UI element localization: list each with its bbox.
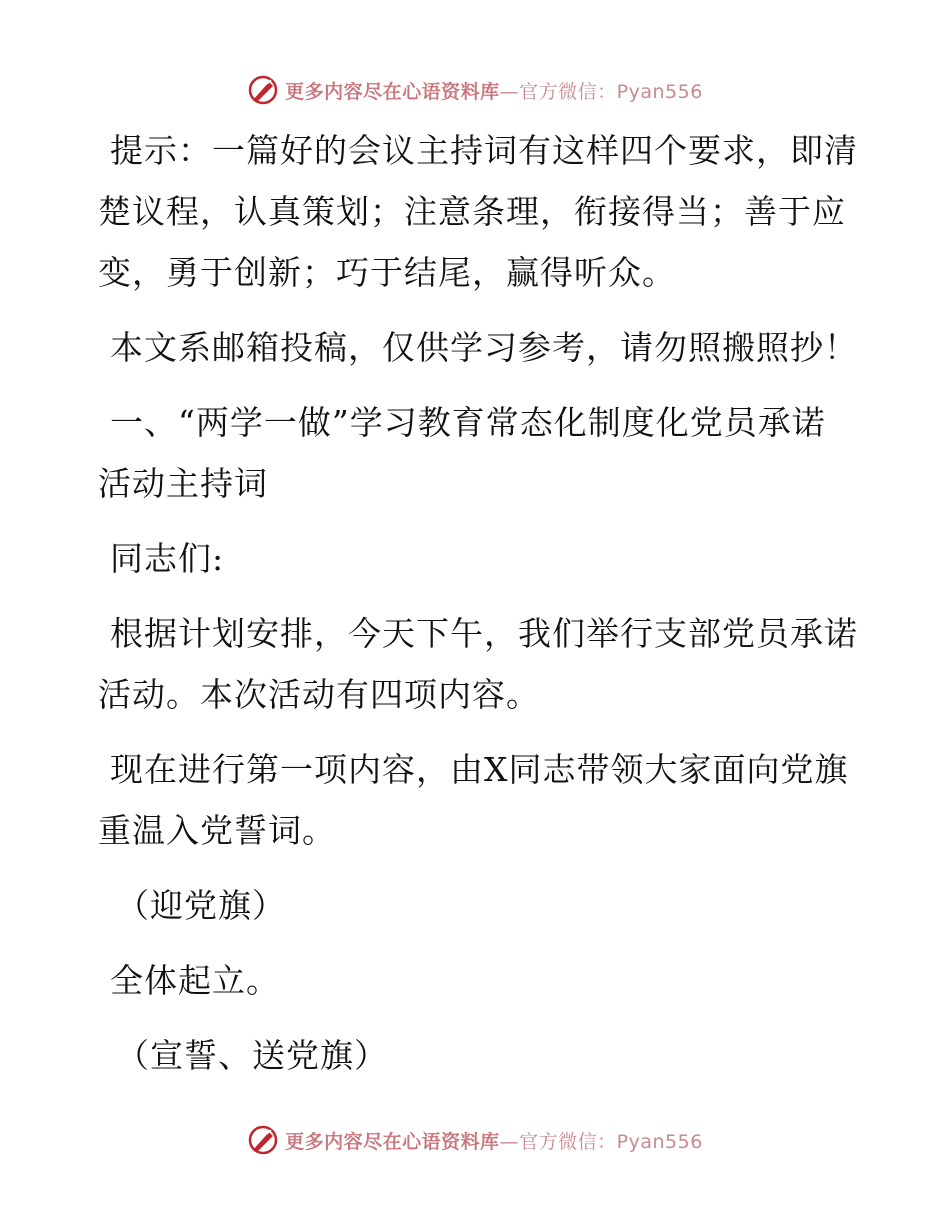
document-body [98,120,858,1100]
notice-paragraph: 本文系邮箱投稿，仅供学习参考，请勿照搬照抄！ [110,328,858,367]
body-paragraph: 全体起立。 [110,961,280,1000]
banner-contact: —官方微信：Pyan556 [499,80,703,103]
salutation: 同志们: [110,539,225,578]
footer-banner [0,1120,950,1160]
body-paragraph: 根据计划安排，今天下午，我们举行支部党员承诺活动。本次活动有四项内容。 [98,614,858,714]
pen-logo-icon [247,1124,279,1156]
banner-title: 更多内容尽在心语资料库 [285,1130,500,1153]
banner-contact: —官方微信：Pyan556 [499,1130,703,1153]
banner-title: 更多内容尽在心语资料库 [285,80,500,103]
stage-direction: （宣誓、送党旗） [116,1036,388,1075]
pen-logo-icon [247,74,279,106]
tip-paragraph: 提示：一篇好的会议主持词有这样四个要求，即清楚议程，认真策划；注意条理，衔接得当；善于应变，勇于创新；巧于结尾，赢得听众。 [98,131,858,292]
stage-direction: （迎党旗） [116,886,286,925]
section-heading: 一、“两学一做”学习教育常态化制度化党员承诺活动主持词 [98,403,826,503]
body-paragraph: 现在进行第一项内容，由X同志带领大家面向党旗重温入党誓词。 [98,750,849,850]
banner-text [285,1127,703,1154]
banner-text [285,77,703,104]
header-banner [0,70,950,110]
